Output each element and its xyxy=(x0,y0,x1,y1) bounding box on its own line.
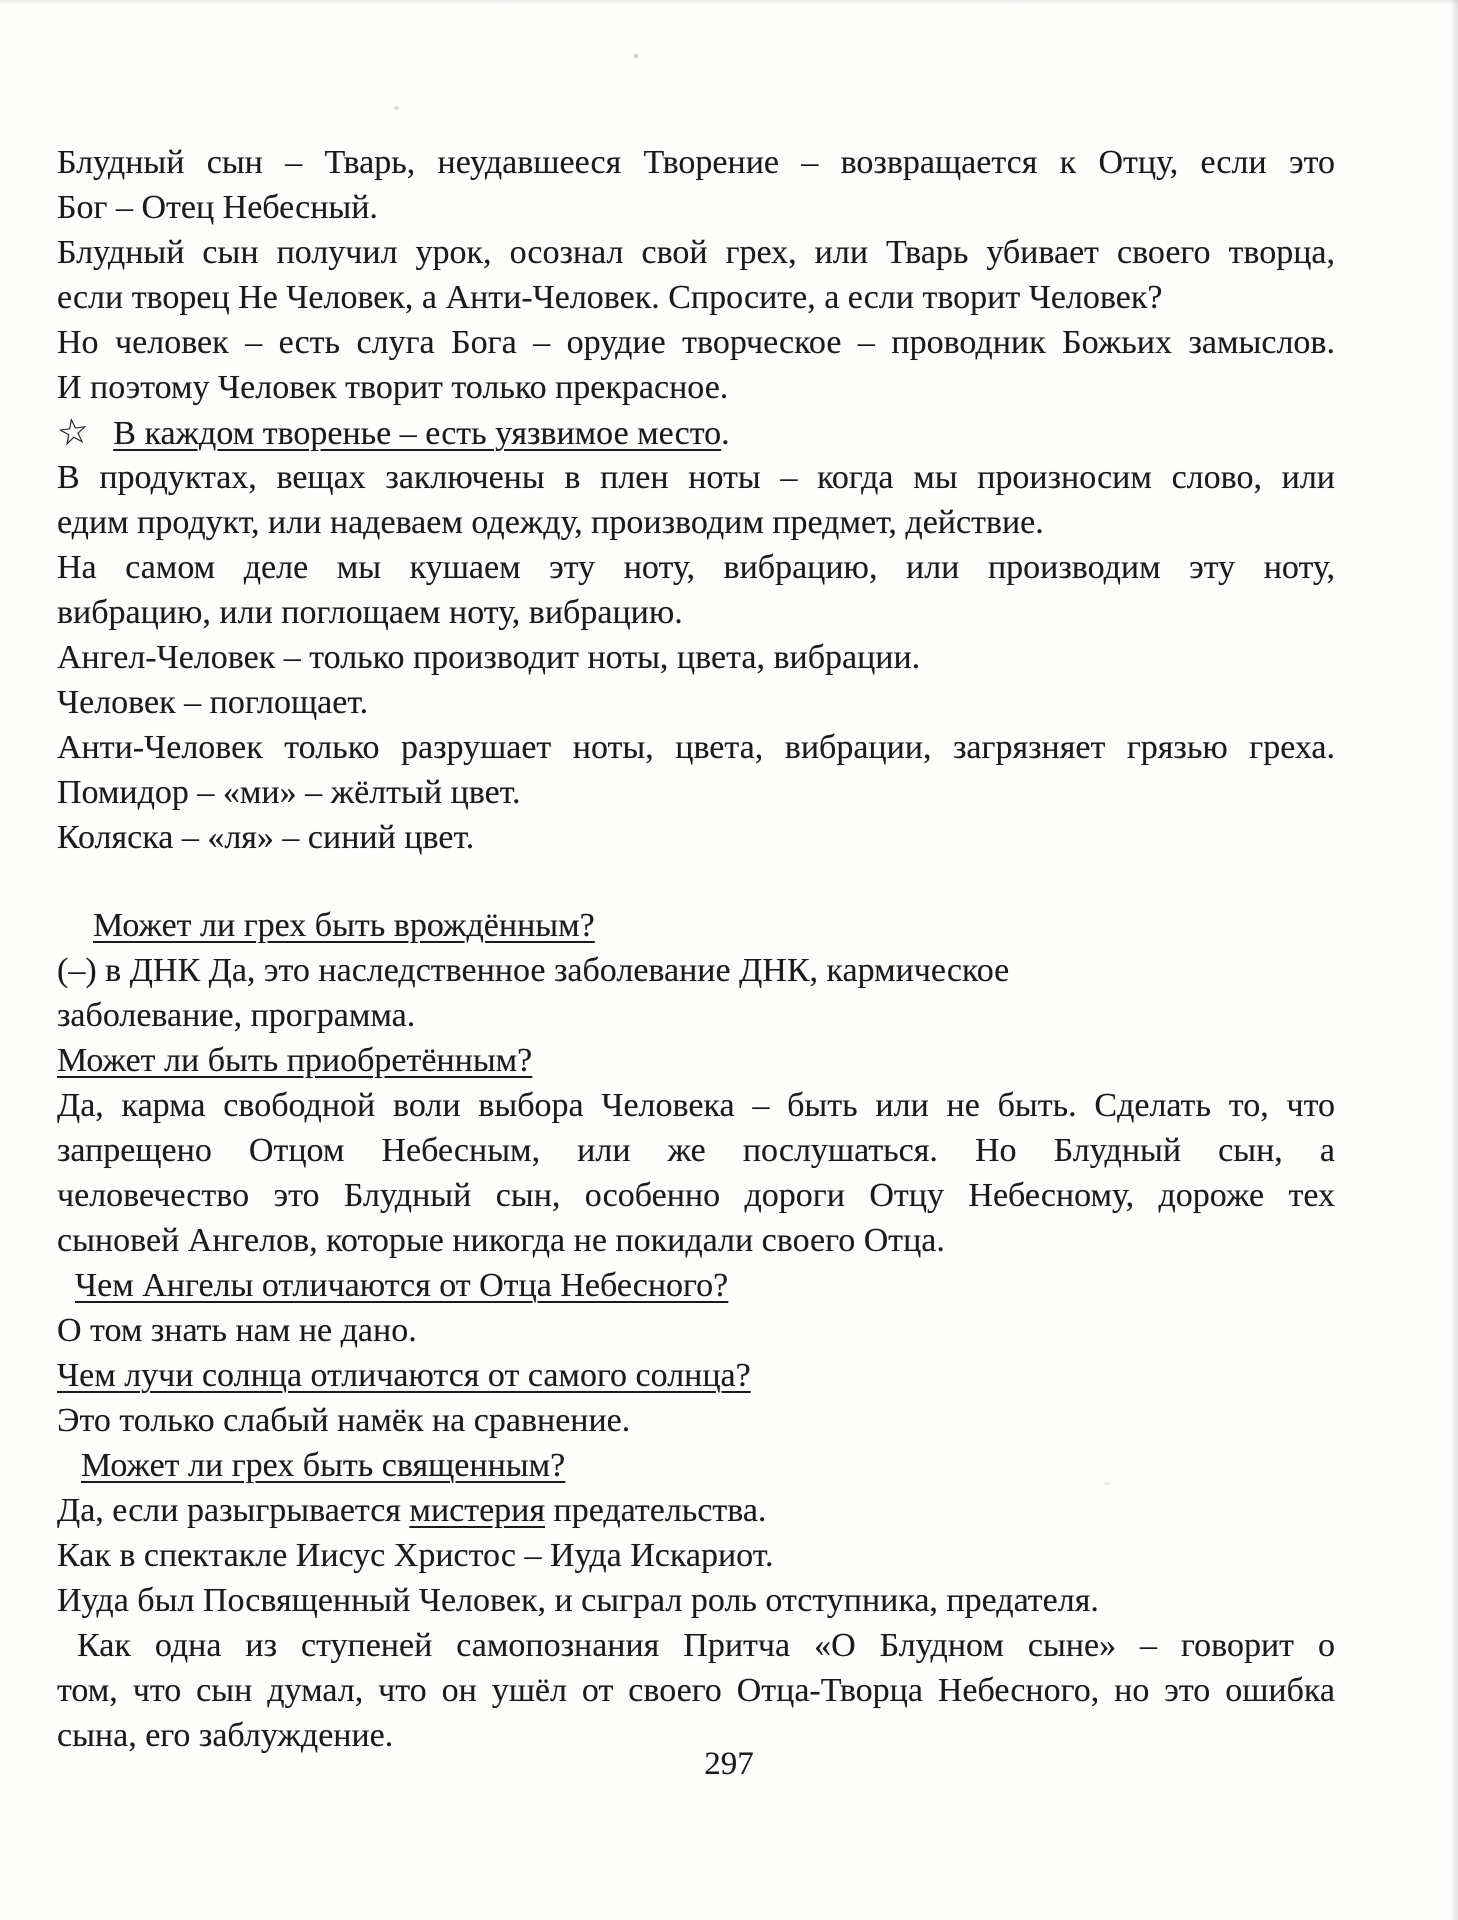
text-line xyxy=(57,1488,1335,1533)
section-heading xyxy=(57,1038,1335,1083)
text-segment: Иуда был Посвященный Человек, и сыграл роль отступника, предателя. xyxy=(57,1582,1099,1619)
text-segment: Блудный сын получил урок, осознал свой грех, или Тварь убивает своего творца, xyxy=(57,234,1335,271)
text-line xyxy=(57,1533,1335,1578)
underlined-text: Чем Ангелы отличаются от Отца Небесного? xyxy=(75,1267,729,1304)
scan-edge-right xyxy=(1451,0,1458,1920)
text-segment: Блудный сын – Тварь, неудавшееся Творение – возвращается к Отцу, если это xyxy=(57,144,1335,181)
text-line xyxy=(57,815,1335,860)
section-heading xyxy=(57,903,1335,948)
section-heading xyxy=(57,1353,1335,1398)
underlined-text: Чем лучи солнца отличаются от самого солнца? xyxy=(57,1357,751,1394)
text-segment: вибрацию, или поглощаем ноту, вибрацию. xyxy=(57,594,683,631)
section-heading xyxy=(57,1263,1335,1308)
text-line xyxy=(57,1218,1335,1263)
star-icon: ☆ xyxy=(54,409,92,456)
text-line xyxy=(57,948,1335,993)
text-line xyxy=(57,590,1335,635)
text-segment: Как одна из ступеней самопознания Притча «О Блудном сыне» – говорит о xyxy=(77,1627,1335,1664)
text-segment: том, что сын думал, что он ушёл от своего Отца-Творца Небесного, но это ошибка xyxy=(57,1672,1335,1709)
underlined-text: Может ли грех быть врождённым? xyxy=(93,907,595,944)
text-segment: запрещено Отцом Небесным, или же послушаться. Но Блудный сын, а xyxy=(57,1132,1335,1169)
text-line xyxy=(57,1173,1335,1218)
text-segment: (–) в ДНК Да, это наследственное заболевание ДНК, кармическое xyxy=(57,952,1010,989)
text-segment: сына, его заблуждение. xyxy=(57,1717,394,1754)
text-line xyxy=(57,725,1335,770)
text-line xyxy=(57,1623,1335,1668)
text-line xyxy=(57,770,1335,815)
underlined-text: Может ли грех быть священным? xyxy=(81,1447,566,1484)
underlined-text: мистерия xyxy=(409,1492,546,1529)
page-number: 297 xyxy=(704,1746,754,1782)
text-line xyxy=(57,1398,1335,1443)
text-segment: предательства. xyxy=(545,1492,767,1529)
text-segment: если творец Не Человек, а Анти-Человек. Спросите, а если творит Человек? xyxy=(57,279,1163,316)
text-line xyxy=(57,275,1335,320)
text-segment: сыновей Ангелов, которые никогда не покидали своего Отца. xyxy=(57,1222,945,1259)
text-segment: Это только слабый намёк на сравнение. xyxy=(57,1402,631,1439)
text-segment: Но человек – есть слуга Бога – орудие творческое – проводник Божьих замыслов. xyxy=(57,324,1335,361)
text-segment: человечество это Блудный сын, особенно дороги Отцу Небесному, дороже тех xyxy=(57,1177,1335,1214)
text-segment: Помидор – «ми» – жёлтый цвет. xyxy=(57,774,521,811)
text-line xyxy=(57,1128,1335,1173)
text-segment: заболевание, программа. xyxy=(57,997,416,1034)
underlined-text: В каждом творенье – есть уязвимое место xyxy=(113,415,722,452)
text-segment: Как в спектакле Иисус Христос – Иуда Искариот. xyxy=(57,1537,774,1574)
text-segment: Ангел-Человек – только производит ноты, цвета, вибрации. xyxy=(57,639,921,676)
text-line xyxy=(57,545,1335,590)
text-line xyxy=(57,1578,1335,1623)
text-segment: . xyxy=(721,415,730,452)
text-segment: Коляска – «ля» – синий цвет. xyxy=(57,819,475,856)
text-segment: Анти-Человек только разрушает ноты, цвета, вибрации, загрязняет грязью греха. xyxy=(57,729,1335,766)
text-line xyxy=(57,1083,1335,1128)
text-segment: Да, карма свободной воли выбора Человека – быть или не быть. Сделать то, что xyxy=(57,1087,1335,1124)
text-line xyxy=(57,993,1335,1038)
underlined-text: Может ли быть приобретённым? xyxy=(57,1042,533,1079)
text-line xyxy=(57,230,1335,275)
text-line xyxy=(57,455,1335,500)
text-segment: едим продукт, или надеваем одежду, производим предмет, действие. xyxy=(57,504,1044,541)
text-line xyxy=(57,500,1335,545)
text-block xyxy=(54,0,1335,1920)
text-line xyxy=(57,185,1335,230)
text-line xyxy=(57,320,1335,365)
text-segment: Бог – Отец Небесный. xyxy=(57,189,378,226)
text-line xyxy=(57,365,1335,410)
text-segment: Человек – поглощает. xyxy=(57,684,369,721)
text-line xyxy=(57,1668,1335,1713)
text-segment: На самом деле мы кушаем эту ноту, вибрацию, или производим эту ноту, xyxy=(57,549,1335,586)
text-segment: Да, если разыгрывается xyxy=(57,1492,410,1529)
text-line xyxy=(57,140,1335,185)
star-heading xyxy=(54,409,1335,456)
text-line xyxy=(57,680,1335,725)
text-segment: В продуктах, вещах заключены в плен ноты – когда мы произносим слово, или xyxy=(57,459,1335,496)
text-segment: О том знать нам не дано. xyxy=(57,1312,417,1349)
section-heading xyxy=(57,1443,1335,1488)
text-segment: И поэтому Человек творит только прекрасное. xyxy=(57,369,729,406)
text-line xyxy=(57,1308,1335,1353)
text-line xyxy=(57,635,1335,680)
